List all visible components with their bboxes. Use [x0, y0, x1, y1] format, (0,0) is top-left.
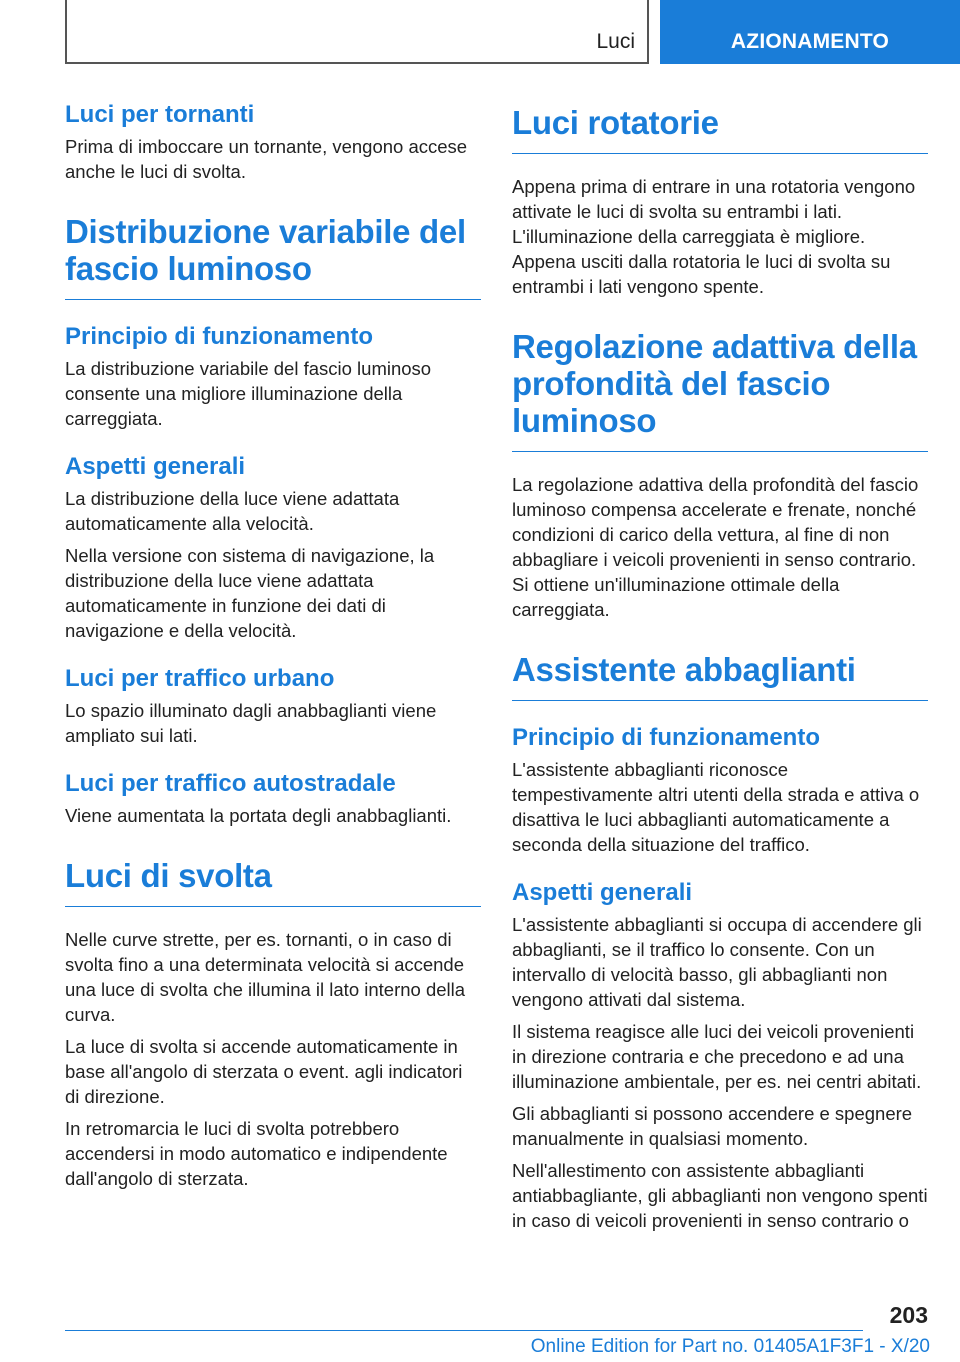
left-column — [65, 100, 481, 1198]
heading-urbano: Luci per traffico urbano — [65, 665, 335, 692]
text-aspetti-right-4: Nell'allestimento con assistente abbaglianti antiabbagliante, gli abbaglianti non vengono spenti in caso di veicoli provenienti in senso contrario o — [512, 1160, 928, 1231]
text-svolta-2: La luce di svolta si accende automaticamente in base all'angolo di sterzata o event. agli indicatori di direzione. — [65, 1036, 463, 1107]
heading-regolazione: Regolazione adattiva della profondità del fascio luminoso — [512, 328, 928, 452]
heading-luci-tornanti: Luci per tornanti — [65, 101, 255, 128]
chapter-tab — [660, 0, 960, 64]
footer-divider — [65, 1330, 863, 1331]
text-rotatorie: Appena prima di entrare in una rotatoria vengono attivate le luci di svolta su entrambi i lati. L'illuminazione della carreggiata è migliore. Appena usciti dalla rotatoria le luci di svolta su entrambi i lati vengono spente. — [512, 176, 916, 297]
header-frame — [65, 0, 649, 64]
heading-aspetti-left: Aspetti generali — [65, 453, 246, 480]
text-regolazione: La regolazione adattiva della profondità del fascio luminoso compensa accelerate e frenate, nonché condizioni di carico della vettura, al fine di non abbagliare i veicoli provenienti in senso contrario. Si ottiene un'illuminazione ottimale della carreggiata. — [512, 474, 919, 620]
edition-link[interactable]: Online Edition for Part no. 01405A1F3F1 - X/20 — [530, 1336, 930, 1357]
heading-rotatorie: Luci rotatorie — [512, 104, 928, 154]
text-svolta-3: In retromarcia le luci di svolta potrebbero accendersi in modo automatico e indipendente dall'angolo di sterzata. — [65, 1118, 448, 1189]
heading-principio-left: Principio di funzionamento — [65, 323, 373, 350]
heading-distribuzione: Distribuzione variabile del fascio luminoso — [65, 213, 481, 300]
text-svolta-1: Nelle curve strette, per es. tornanti, o in caso di svolta fino a una determinata velocità si accende una luce di svolta che illumina il lato interno della curva. — [65, 929, 466, 1025]
chapter-tab-label: AZIONAMENTO — [730, 30, 890, 53]
text-aspetti-right-3: Gli abbaglianti si possono accendere e spegnere manualmente in qualsiasi momento. — [512, 1103, 913, 1149]
text-urbano: Lo spazio illuminato dagli anabbaglianti viene ampliato sui lati. — [65, 700, 437, 746]
section-label: Luci — [596, 30, 635, 53]
text-luci-tornanti: Prima di imboccare un tornante, vengono accese anche le luci di svolta. — [65, 136, 468, 182]
text-principio-right: L'assistente abbaglianti riconosce tempestivamente altri utenti della strada e attiva o disattiva le luci abbaglianti automaticamente a seconda della situazione del traffico. — [512, 759, 920, 855]
text-aspetti-right-2: Il sistema reagisce alle luci dei veicoli provenienti in direzione contraria e che precedono e ad una illuminazione ambientale, per es. nei centri abitati. — [512, 1021, 922, 1092]
text-autostradale: Viene aumentata la portata degli anabbaglianti. — [65, 805, 452, 826]
heading-principio-right: Principio di funzionamento — [512, 724, 820, 751]
text-aspetti-left-2: Nella versione con sistema di navigazione, la distribuzione della luce viene adattata automaticamente in funzione dei dati di navigazione e della velocità. — [65, 545, 435, 641]
heading-autostradale: Luci per traffico autostradale — [65, 770, 396, 797]
heading-aspetti-right: Aspetti generali — [512, 879, 693, 906]
text-principio-left: La distribuzione variabile del fascio luminoso consente una migliore illuminazione della carreggiata. — [65, 358, 432, 429]
heading-svolta: Luci di svolta — [65, 857, 481, 907]
heading-assistente: Assistente abbaglianti — [512, 651, 928, 701]
text-aspetti-right-1: L'assistente abbaglianti si occupa di accendere gli abbaglianti, se il traffico lo consente. Con un intervallo di velocità basso, gli abbaglianti non vengono attivati dal sistema. — [512, 914, 922, 1010]
text-aspetti-left-1: La distribuzione della luce viene adattata automaticamente alla velocità. — [65, 488, 400, 534]
right-column — [512, 104, 928, 1240]
page-number: 203 — [889, 1302, 928, 1328]
